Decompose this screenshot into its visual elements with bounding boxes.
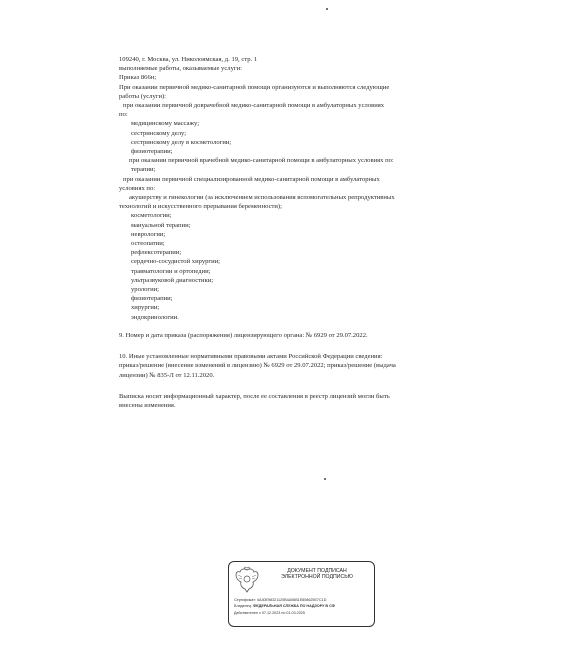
certificate-validity: Действителен с 07.12.2023 по 01.03.2025 — [234, 610, 305, 615]
service-item: сестринскому делу; — [131, 129, 187, 137]
scan-speck — [324, 478, 326, 480]
order-number-item: 9. Номер и дата приказа (распоряжения) лицензирующего органа: № 6929 от 29.07.2022. — [119, 331, 368, 339]
order-reference: Приказ 866н; — [119, 74, 157, 82]
prehospital-heading: при оказании первичной доврачебной медико-санитарной помощи в амбулаторных условиях — [123, 102, 385, 110]
service-item: терапии; — [131, 166, 156, 174]
other-info-item: 10. Иные установленные нормативными правовыми актами Российской Федерации сведения: — [119, 353, 383, 361]
service-item: технологий и искусственного прерывания беременности); — [119, 203, 282, 211]
spacer — [119, 340, 487, 352]
service-item: ультразвуковой диагностики; — [131, 276, 214, 284]
service-item: косметологии; — [131, 212, 172, 220]
service-item: неврологии; — [131, 230, 166, 238]
stamp-details — [234, 597, 372, 616]
other-info-item: лицензии) № 835-Л от 12.11.2020. — [119, 371, 215, 379]
other-info-item: приказ/решение (внесение изменений в лицензию) № 6929 от 29.07.2022; приказ/решение (выдача — [119, 362, 396, 370]
owner-label: Владелец: — [234, 604, 253, 609]
electronic-signature-stamp — [228, 561, 375, 627]
certificate-number: Сертификат: 4A30E98321120B4A06B1E808625E7C1D — [234, 598, 327, 602]
stamp-title — [263, 568, 371, 581]
stamp-title-line: ДОКУМЕНТ ПОДПИСАН — [287, 568, 347, 574]
intro-line: работы (услуги): — [119, 92, 167, 100]
prehospital-heading: по: — [119, 111, 128, 119]
address-line: 109240, г. Москва, ул. Николоямская, д. 19, стр. 1 — [119, 56, 258, 63]
service-item: сестринскому делу в косметологии; — [131, 138, 232, 146]
spacer — [119, 322, 487, 331]
service-item: сердечно-сосудистой хирургии; — [131, 258, 221, 266]
works-heading: выполняемые работы, оказываемые услуги: — [119, 65, 242, 73]
disclaimer-note: внесены изменения. — [119, 401, 176, 409]
service-item: физиотерапии; — [131, 295, 173, 303]
disclaimer-note: Выписка носит информационный характер, после ее составления в реестр лицензий могли быть — [119, 392, 390, 400]
service-item: остеопатии; — [131, 240, 165, 248]
service-item: физиотерапии; — [131, 148, 173, 156]
service-item: урологии; — [131, 286, 159, 294]
physician-heading: при оказании первичной врачебной медико-санитарной помощи в амбулаторных условиях по: — [129, 157, 394, 165]
service-item: рефлексотерапии; — [131, 249, 182, 257]
intro-line: При оказании первичной медико-санитарной помощи организуются и выполняются следующие — [119, 83, 390, 91]
service-item: акушерству и гинекологии (за исключением использования вспомогательных репродуктивных — [129, 194, 395, 202]
service-item: травматологии и ортопедии; — [131, 267, 211, 275]
owner-name: ФЕДЕРАЛЬНАЯ СЛУЖБА ПО НАДЗОРУ В СФ — [253, 604, 335, 609]
stamp-title-line: ЭЛЕКТРОННОЙ ПОДПИСЬЮ — [281, 574, 353, 581]
license-extract-text — [119, 55, 487, 410]
specialized-heading: при оказании первичной специализированной медико-санитарной помощи в амбулаторных — [123, 175, 380, 183]
specialized-heading: условиях по: — [119, 184, 156, 192]
service-item: хирургии; — [131, 304, 160, 312]
russian-coat-of-arms-emblem-icon — [234, 566, 260, 594]
spacer — [119, 380, 487, 392]
service-item: эндокринологии. — [131, 313, 179, 321]
service-item: медицинскому массажу; — [131, 120, 200, 128]
service-item: мануальной терапии; — [131, 221, 191, 229]
scan-speck — [326, 8, 328, 10]
